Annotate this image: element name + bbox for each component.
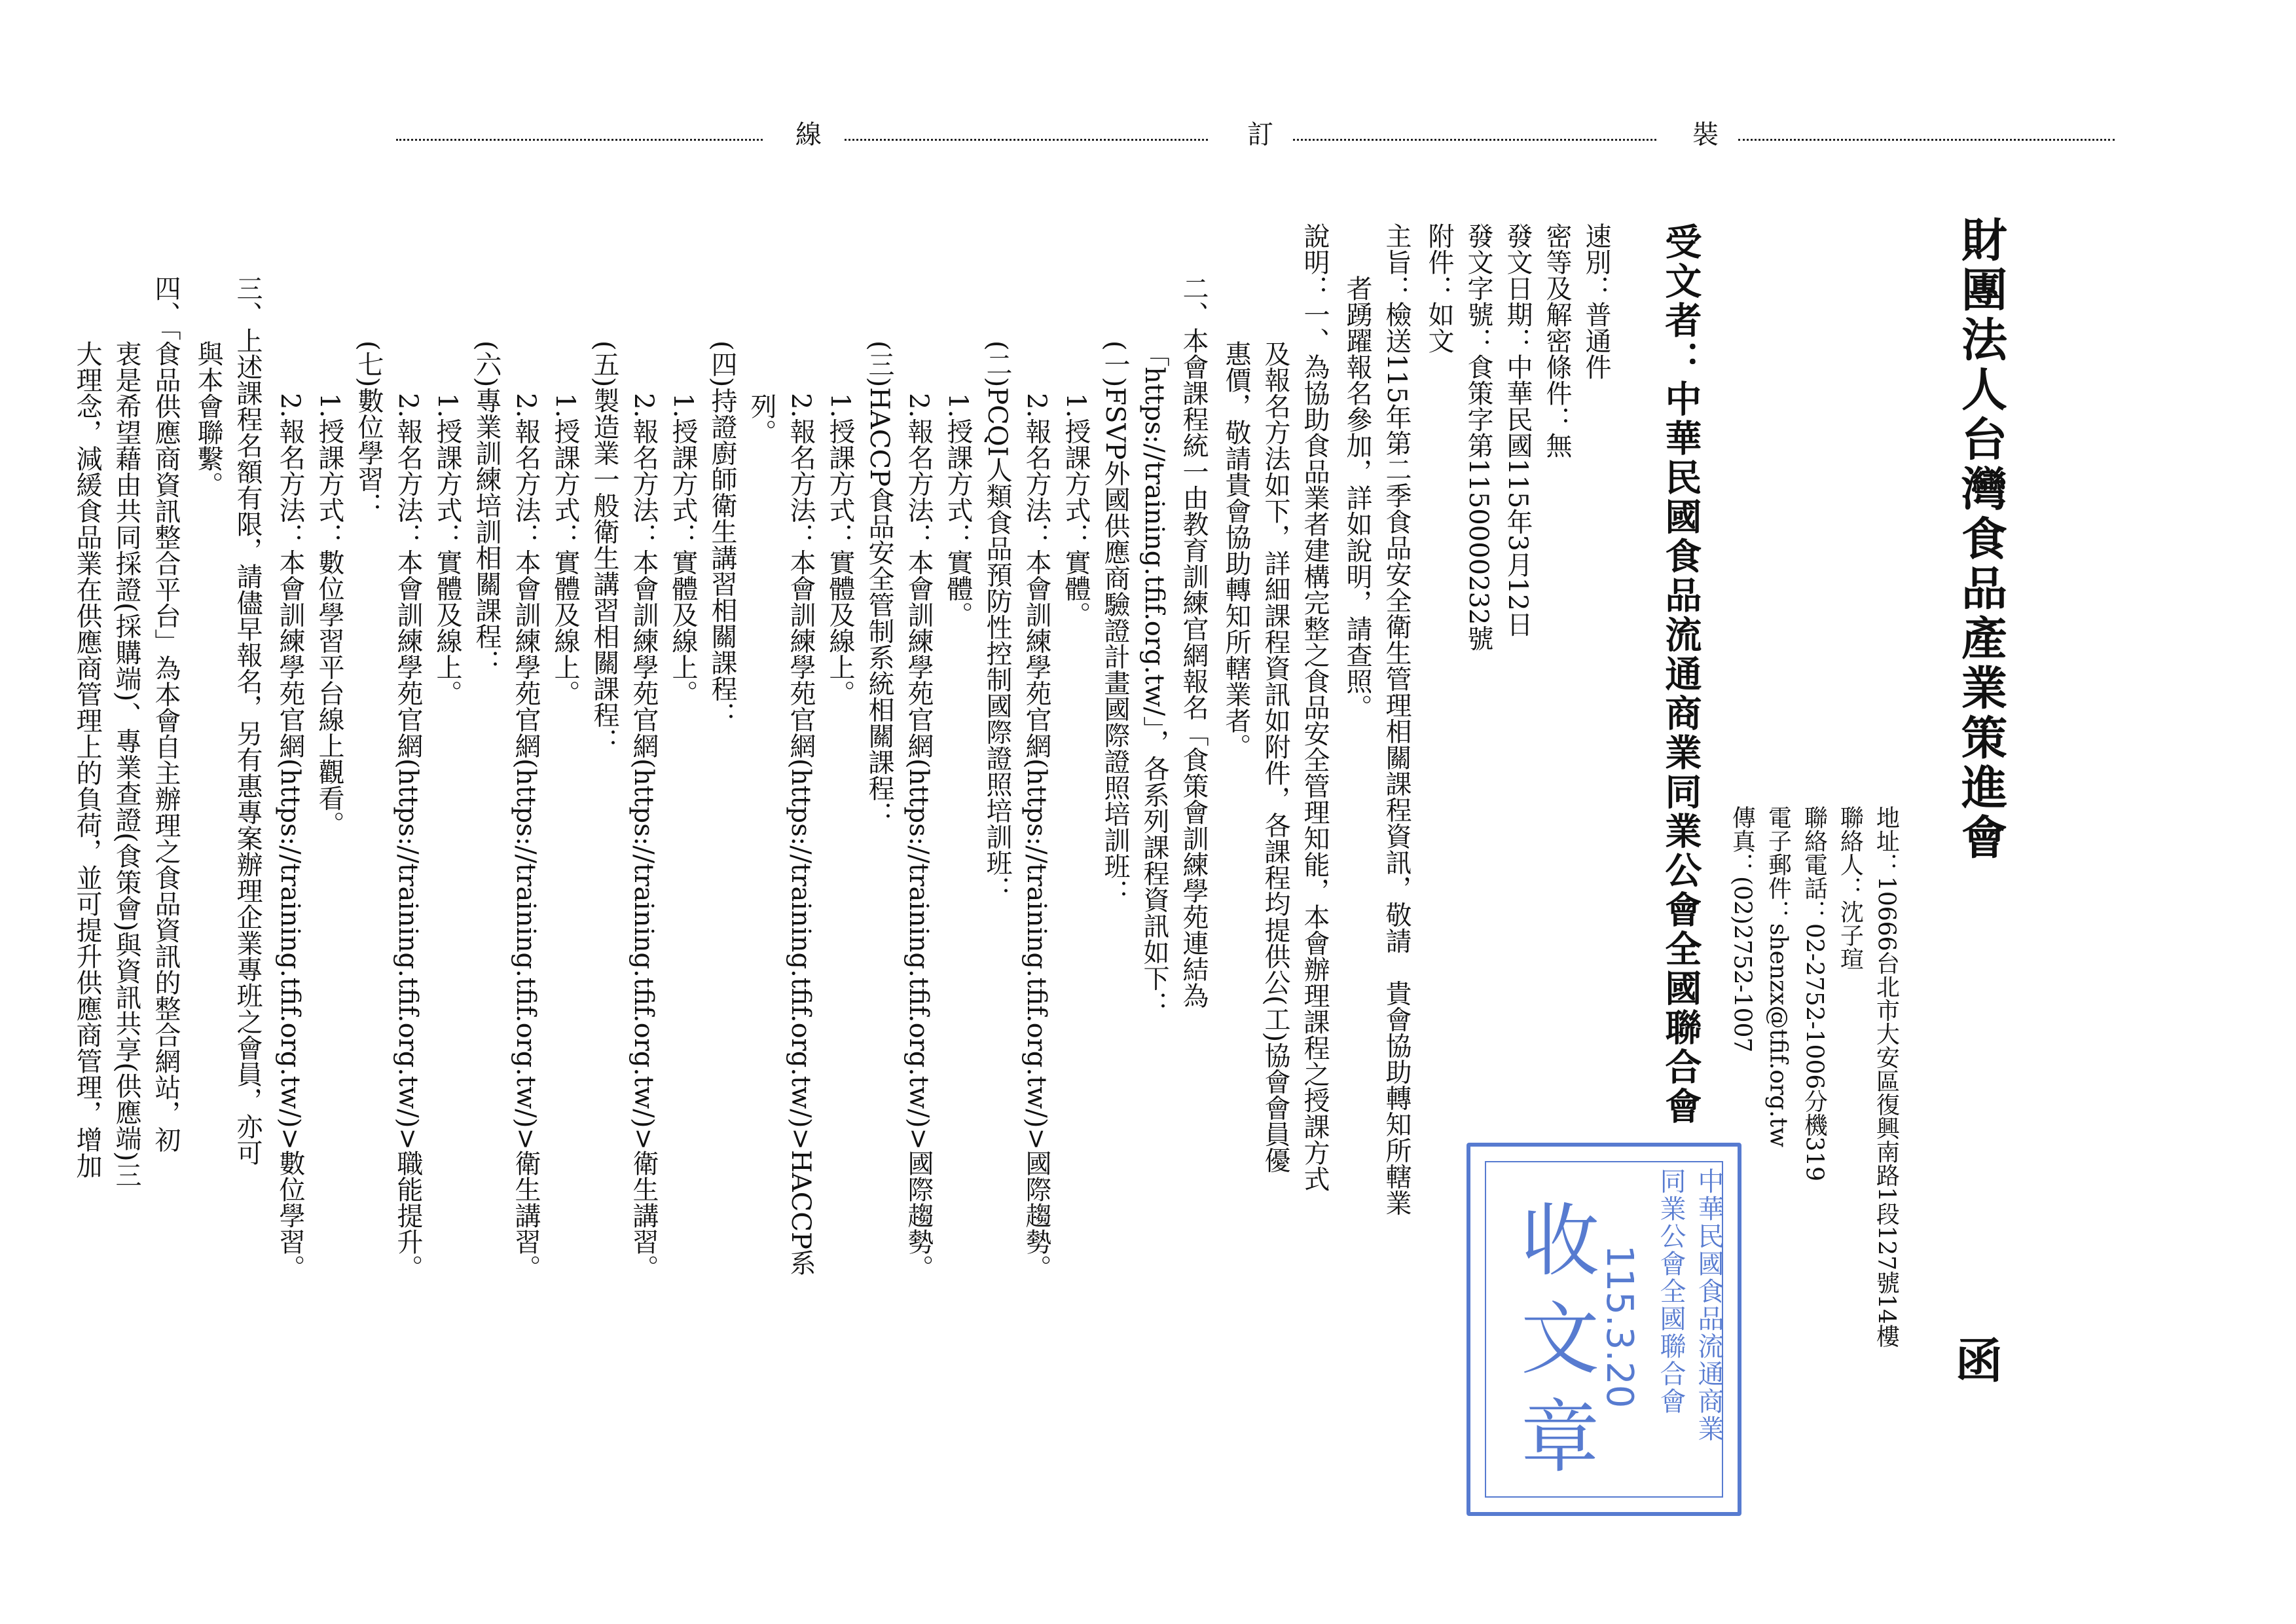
recipient: 受文者：中華民國食品流通商業同業公會全國聯合會 [1659,223,1703,1126]
doc-type: 函 [1947,1336,2003,1383]
received-stamp [1467,1143,1741,1516]
body-line-16: (四)持證廚師衛生講習相關課程： [707,341,737,728]
meta-date: 發文日期：中華民國115年3月12日 [1503,223,1533,637]
contact-email: 電子郵件：shenzx@tfif.org.tw [1764,805,1792,1148]
body-line-25: (七)數位學習： [354,341,384,519]
body-line-29: 與本會聯繫。 [193,341,223,498]
body-line-3: 惠價，敬請貴會協助轉知所轄業者。 [1221,341,1251,760]
address: 地址：10666台北市大安區復興南路1段127號14樓 [1872,805,1900,1348]
binding-mark-zhuang: 裝 [1692,120,1719,150]
body-line-26: 1.授課方式：數位學習平台線上觀看。 [314,393,344,838]
binding-mark-xian: 線 [795,120,822,150]
body-line-8: 2.報名方法：本會訓練學苑官網(https://training.tfif.org.tw/)>國際趨勢。 [1021,393,1051,1281]
body-line-19: (五)製造業一般衛生講習相關課程： [589,341,619,754]
body-line-18: 2.報名方法：本會訓練學苑官網(https://training.tfif.org.tw/)>衛生講習。 [629,393,659,1281]
body-line-15: 列。 [746,393,776,445]
body-line-13: 1.授課方式：實體及線上。 [825,393,855,707]
body-line-10: 1.授課方式：實體。 [943,393,973,628]
body-line-17: 1.授課方式：實體及線上。 [668,393,698,707]
body-line-30: 四、「食品供應商資訊整合平台」為本會自主辦理之食品資訊的整合網站，初 [151,275,181,1153]
subject-line-2: 者踴躍報名參加，詳如說明，請查照。 [1342,275,1372,720]
body-line-9: (二)PCQI人類食品預防性控制國際證照培訓班： [982,341,1012,902]
meta-attachment: 附件：如文 [1424,223,1454,354]
body-line-23: 1.授課方式：實體及線上。 [432,393,462,707]
meta-doc-number: 發文字號：食策字第1150000232號 [1463,223,1493,652]
body-line-28: 三、上述課程名額有限，請儘早報名，另有惠專案辦理企業專班之會員，亦可 [232,275,263,1166]
body-line-6: (一)FSVP外國供應商驗證計畫國際證照培訓班： [1100,341,1130,906]
binding-dotted-line [1738,139,2115,141]
body-line-7: 1.授課方式：實體。 [1061,393,1091,628]
body-line-4: 二、本會課程統一由教育訓練官網報名「食策會訓練學苑連結為 [1178,275,1209,1008]
body-line-32: 大理念，減緩食品業在供應商管理上的負荷，並可提升供應商管理，增加 [72,341,102,1179]
body-line-22: (六)專業訓練培訓相關課程： [471,341,501,676]
stamp-date: 115.3.20 [1598,1245,1641,1409]
binding-dotted-line [845,139,1208,141]
body-line-24: 2.報名方法：本會訓練學苑官網(https://training.tfif.org.tw/)>職能提升。 [393,393,423,1281]
body-line-5: 「https://training.tfif.org.tw/」，各系列課程資訊如下： [1139,341,1169,1018]
binding-mark-ding: 訂 [1247,120,1273,150]
contact-person: 聯絡人：沈子瑄 [1836,805,1864,970]
stamp-title: 收文章 [1508,1199,1599,1494]
binding-dotted-line [1293,139,1656,141]
body-line-11: 2.報名方法：本會訓練學苑官網(https://training.tfif.org.tw/)>國際趨勢。 [903,393,934,1281]
subject-line-1: 主旨：檢送115年第二季食品安全衛生管理相關課程資訊，敬請 貴會協助轉知所轄業 [1381,223,1412,1216]
binding-line [0,0,2296,170]
body-line-1: 說明：一、為協助食品業者建構完整之食品安全管理知能，本會辦理課程之授課方式 [1300,223,1330,1192]
body-line-21: 2.報名方法：本會訓練學苑官網(https://training.tfif.org.tw/)>衛生講習。 [511,393,541,1281]
body-line-31: 衷是希望藉由共同採證(採購端)、專業查證(食策會)與資訊共享(供應端)三 [111,341,141,1188]
body-line-20: 1.授課方式：實體及線上。 [550,393,580,707]
body-line-2: 及報名方法如下，詳細課程資訊如附件，各課程均提供公(工)協會會員優 [1260,341,1290,1173]
contact-phone: 聯絡電話：02-2752-1006分機319 [1800,805,1828,1182]
body-line-27: 2.報名方法：本會訓練學苑官網(https://training.tfif.org.tw/)>數位學習。 [275,393,305,1281]
stamp-org-line-2: 同業公會全國聯合會 [1656,1168,1686,1415]
binding-dotted-line [396,139,763,141]
org-name: 財團法人台灣食品產業策進會 [1954,216,2009,863]
stamp-org-line-1: 中華民國食品流通商業 [1694,1168,1724,1443]
meta-speed: 速別：普通件 [1581,223,1611,380]
contact-fax: 傳真：(02)2752-1007 [1728,805,1756,1053]
meta-secrecy: 密等及解密條件：無 [1542,223,1572,458]
body-line-14: 2.報名方法：本會訓練學苑官網(https://training.tfif.org.tw/)>HACCP系 [786,393,816,1276]
body-line-12: (三)HACCP食品安全管制系統相關課程： [864,341,894,828]
